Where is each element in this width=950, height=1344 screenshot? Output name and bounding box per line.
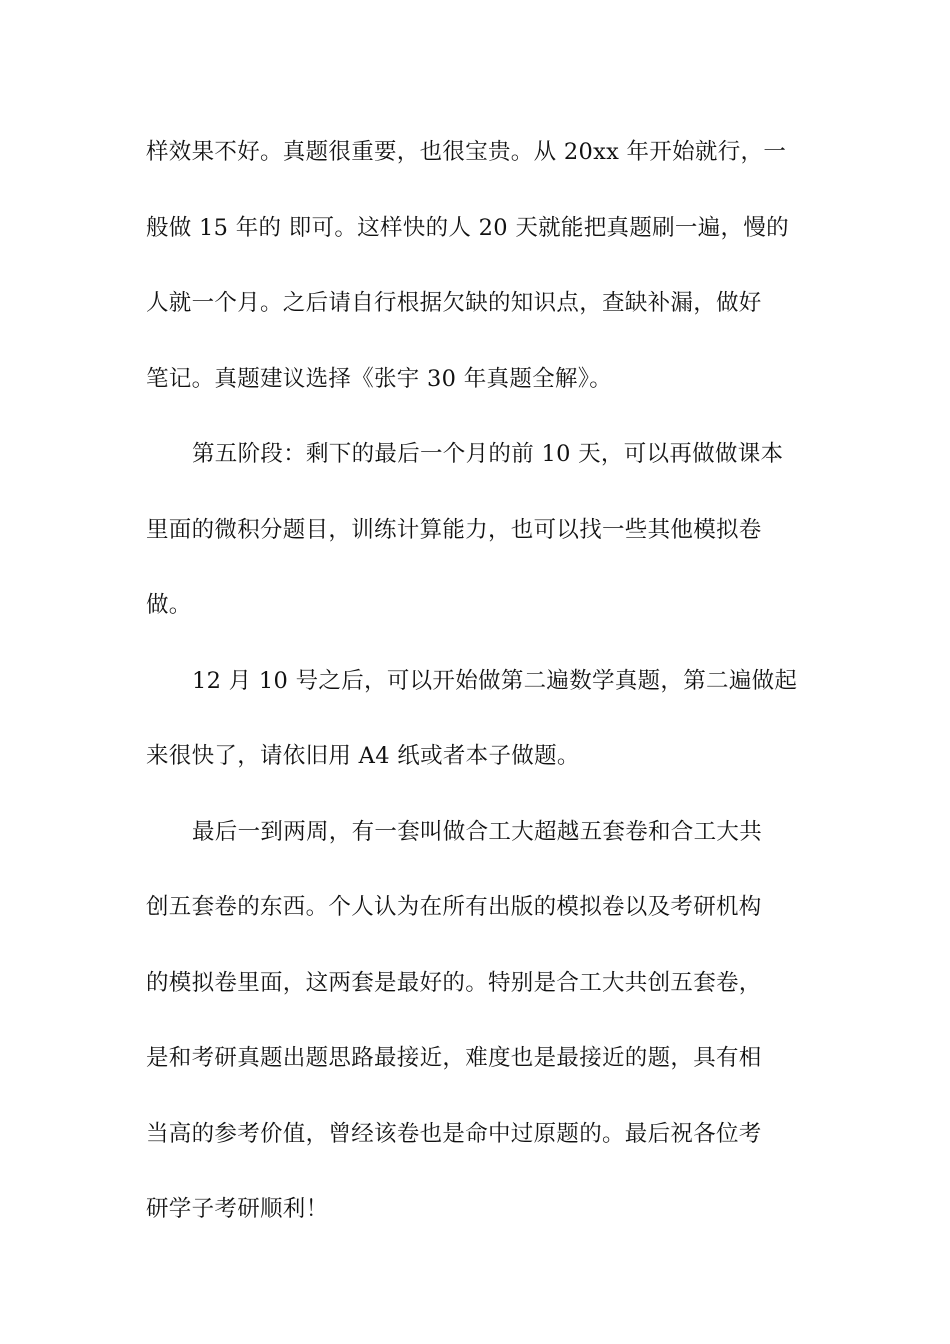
- text-line: 做。: [146, 592, 192, 618]
- body-text: [146, 127, 806, 1260]
- text-line: 当高的参考价值，曾经该卷也是命中过原题的。最后祝各位考: [146, 1120, 762, 1147]
- text-line: 般做 15 年的 即可。这样快的人 20 天就能把真题刷一遍，慢的: [146, 214, 789, 241]
- text-line: 是和考研真题出题思路最接近，难度也是最接近的题，具有相: [146, 1045, 762, 1071]
- text-line: 12 月 10 号之后，可以开始做第二遍数学真题，第二遍做起: [192, 667, 798, 694]
- text-line: 第五阶段：剩下的最后一个月的前 10 天，可以再做做课本: [192, 441, 784, 467]
- text-line: 的模拟卷里面，这两套是最好的。特别是合工大共创五套卷，: [146, 969, 762, 996]
- text-line: 研学子考研顺利！: [146, 1196, 329, 1222]
- text-line: 最后一到两周，有一套叫做合工大超越五套卷和合工大共: [192, 818, 763, 845]
- text-line: 创五套卷的东西。个人认为在所有出版的模拟卷以及考研机构: [146, 894, 762, 920]
- text-line: 笔记。真题建议选择《张宇 30 年真题全解》。: [146, 365, 613, 392]
- text-line: 里面的微积分题目，训练计算能力，也可以找一些其他模拟卷: [146, 516, 762, 543]
- text-line: 样效果不好。真题很重要，也很宝贵。从 20xx 年开始就行，一: [146, 139, 787, 165]
- text-line: 人就一个月。之后请自行根据欠缺的知识点，查缺补漏，做好: [146, 290, 762, 316]
- text-line: 来很快了，请依旧用 A4 纸或者本子做题。: [146, 743, 580, 769]
